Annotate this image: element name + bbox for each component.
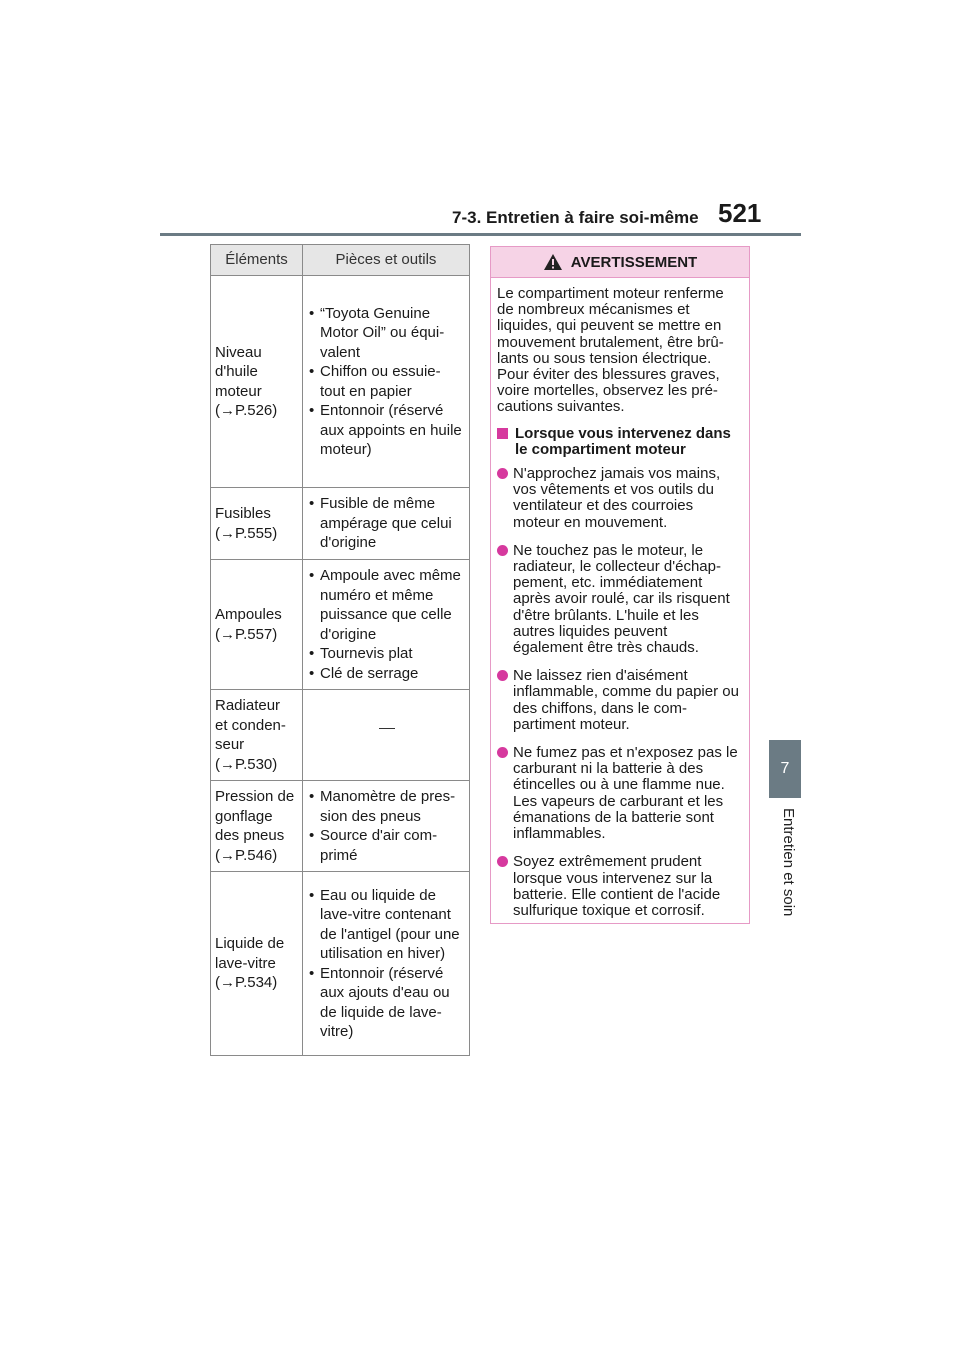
item-line: moteur — [215, 382, 262, 400]
parts-table — [210, 244, 470, 1056]
section-title: 7-3. Entretien à faire soi-même — [452, 208, 699, 227]
chapter-tab[interactable] — [769, 740, 801, 798]
warning-box — [490, 246, 750, 924]
tool-item: • Manomètre de pres- sion des pneus — [309, 787, 465, 826]
header-items: Éléments — [211, 245, 303, 276]
item-line: gonflage — [215, 807, 273, 825]
circle-bullet-icon — [497, 670, 508, 681]
circle-bullet-icon — [497, 747, 508, 758]
item-line: d'huile — [215, 363, 258, 380]
tool-item: • Clé de serrage — [309, 664, 465, 684]
warning-item — [497, 466, 741, 531]
header-rule — [160, 233, 801, 236]
page-number: 521 — [718, 198, 762, 228]
item-cell — [211, 690, 303, 781]
tools-cell — [303, 560, 470, 690]
tool-item: • “Toyota Genuine Motor Oil” ou équi- valent — [309, 304, 465, 363]
warning-title: AVERTISSEMENT — [570, 253, 698, 271]
item-line: et conden- — [215, 716, 286, 734]
item-cell — [211, 560, 303, 690]
warning-item — [497, 668, 741, 733]
item-line: Ampoules — [215, 606, 282, 623]
warning-header — [491, 247, 749, 278]
warning-triangle-icon — [543, 253, 563, 271]
page-reference: (→P.557) — [215, 625, 278, 643]
table-row — [211, 488, 470, 560]
table-row — [211, 781, 470, 872]
tool-item: • Entonnoir (réservé aux appoints en huile moteur) — [309, 401, 465, 460]
item-line: Pression de — [215, 788, 295, 805]
table-row — [211, 276, 470, 488]
item-line: Liquide de — [215, 935, 285, 953]
page-reference: (→P.530) — [215, 755, 278, 773]
item-line: Niveau — [215, 343, 262, 361]
subheading-text: Lorsque vous intervenez dans le compartiment moteur — [515, 424, 731, 458]
tool-item: • Eau ou liquide de lave-vitre contenant de l'antigel (pour une utilisation en hiver) — [309, 886, 465, 964]
item-cell — [211, 488, 303, 560]
warning-item-text: Ne fumez pas et n'exposez pas le carburant ni la batterie à des étincelles ou à une flamme nue. Les vapeurs de carburant et les émanations de la batterie sont inflammables. — [513, 744, 738, 843]
warning-item — [497, 745, 741, 842]
tools-cell — [303, 276, 470, 488]
tool-item: • Fusible de même ampérage que celui d'origine — [309, 494, 465, 553]
warning-item — [497, 854, 741, 919]
chapter-number: 7 — [780, 760, 790, 777]
page-reference: (→P.555) — [215, 524, 278, 542]
item-cell — [211, 276, 303, 488]
item-line: Radiateur — [215, 697, 281, 714]
table-row — [211, 872, 470, 1056]
page-reference: (→P.546) — [215, 846, 278, 864]
header-tools: Pièces et outils — [303, 245, 470, 276]
table-row — [211, 690, 470, 781]
empty-dash — [379, 728, 395, 729]
item-cell — [211, 781, 303, 872]
chapter-label: Entretien et soin — [780, 808, 797, 917]
tool-item: • Source d'air com- primé — [309, 826, 465, 865]
tools-cell — [303, 872, 470, 1056]
table-header-row — [211, 245, 470, 276]
tools-cell-empty — [303, 690, 470, 781]
tool-item: • Tournevis plat — [309, 644, 465, 664]
circle-bullet-icon — [497, 856, 508, 867]
warning-item-text: Ne laissez rien d'aisément inflammable, comme du papier ou des chiffons, dans le com- partiment moteur. — [513, 667, 739, 733]
warning-intro: Le compartiment moteur renferme de nombreux mécanismes et liquides, qui peuvent se mettre en mouvement brutalement, être brû- lants ou sous tension électrique. Pour éviter des blessures graves, voire mortelles, observez les pré- cautions suivantes. — [497, 285, 724, 416]
circle-bullet-icon — [497, 545, 508, 556]
warning-item-text: Ne touchez pas le moteur, le radiateur, le collecteur d'échap- pement, etc. immédiatement après avoir roulé, car ils risquent d'être brûlants. L'huile et les autres liquides peuvent également être très chauds. — [513, 541, 730, 657]
warning-body — [491, 278, 749, 919]
item-line: lave-vitre — [215, 954, 276, 972]
circle-bullet-icon — [497, 468, 508, 479]
item-line: seur — [215, 736, 245, 753]
tools-cell — [303, 488, 470, 560]
item-line: des pneus — [215, 827, 285, 844]
item-line: Fusibles — [215, 505, 271, 522]
page-reference: (→P.526) — [215, 402, 278, 419]
page-reference: (→P.534) — [215, 974, 278, 992]
tool-item: • Ampoule avec même numéro et même puissance que celle d'origine — [309, 566, 465, 644]
warning-item-text: N'approchez jamais vos mains, vos vêtements et vos outils du ventilateur et des courroies moteur en mouvement. — [513, 465, 721, 531]
square-bullet-icon — [497, 428, 508, 439]
warning-item — [497, 543, 741, 656]
warning-item-text: Soyez extrêmement prudent lorsque vous intervenez sur la batterie. Elle contient de l'acide sulfurique toxique et corrosif. — [513, 853, 721, 919]
tool-item: • Chiffon ou essuie-tout en papier — [309, 362, 465, 401]
table-row — [211, 560, 470, 690]
tool-item: • Entonnoir (réservé aux ajouts d'eau ou de liquide de lave-vitre) — [309, 964, 465, 1042]
item-cell — [211, 872, 303, 1056]
tools-cell — [303, 781, 470, 872]
warning-subheading — [497, 426, 741, 458]
